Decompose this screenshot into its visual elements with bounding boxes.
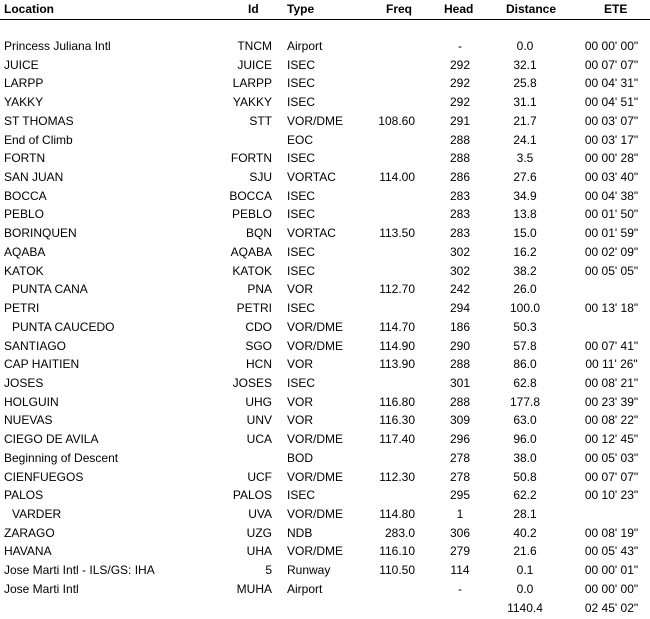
cell-heading: 302: [449, 263, 471, 278]
cell-type: VOR/DME: [287, 507, 344, 521]
table-row[interactable]: [0, 244, 650, 263]
cell-location: HAVANA: [4, 544, 52, 559]
cell-heading: 296: [449, 432, 471, 447]
cell-location: FORTN: [4, 151, 46, 166]
cell-location: BORINQUEN: [4, 226, 77, 241]
cell-ete: 00 08' 19": [584, 525, 639, 540]
cell-type: Airport: [287, 39, 323, 53]
cell-heading: 294: [449, 301, 471, 316]
cell-freq: 117.40: [379, 432, 415, 447]
cell-id: UZG: [246, 525, 272, 540]
cell-type: VOR/DME: [287, 338, 344, 353]
cell-distance: 38.2: [513, 263, 537, 278]
column-header-freq[interactable]: Freq: [386, 2, 413, 16]
table-row[interactable]: [0, 38, 650, 57]
cell-heading: 278: [449, 450, 471, 465]
cell-distance: 15.0: [513, 226, 537, 241]
cell-distance: 24.1: [513, 132, 537, 147]
cell-id: MUHA: [236, 581, 272, 596]
cell-ete: 00 04' 31": [584, 76, 639, 91]
cell-location: PUNTA CANA: [12, 282, 88, 297]
column-header-distance[interactable]: Distance: [506, 2, 557, 16]
cell-distance: 63.0: [513, 413, 537, 428]
cell-heading: 288: [449, 394, 471, 409]
cell-location: ZARAGO: [4, 525, 55, 540]
cell-id: JUICE: [237, 57, 272, 72]
cell-distance: 0.1: [516, 563, 534, 578]
total-distance: 1140.4: [507, 601, 543, 615]
cell-distance: 21.6: [513, 544, 537, 559]
cell-type: ISEC: [287, 151, 316, 166]
cell-ete: 00 07' 41": [584, 338, 639, 353]
cell-type: NDB: [287, 525, 313, 540]
cell-type: ISEC: [287, 488, 316, 503]
cell-id: UVA: [248, 507, 272, 521]
totals-row: [0, 600, 650, 619]
cell-distance: 31.1: [513, 95, 537, 110]
cell-distance: 32.1: [513, 57, 537, 72]
cell-distance: 62.2: [513, 488, 537, 503]
cell-type: VOR/DME: [287, 113, 344, 128]
cell-ete: 00 11' 26": [585, 357, 638, 372]
table-row[interactable]: [0, 319, 650, 338]
cell-distance: 27.6: [513, 170, 537, 185]
cell-ete: 00 05' 43": [584, 544, 639, 559]
cell-heading: 306: [449, 525, 471, 540]
cell-ete: 00 13' 18": [584, 301, 639, 316]
cell-location: PEBLO: [4, 207, 45, 222]
cell-id: PALOS: [232, 488, 272, 503]
cell-id: UHA: [246, 544, 272, 559]
cell-freq: 108.60: [378, 113, 415, 128]
cell-distance: 13.8: [513, 207, 537, 222]
cell-freq: 116.30: [379, 413, 415, 428]
table-row[interactable]: [0, 132, 650, 151]
cell-location: PALOS: [4, 488, 44, 503]
cell-freq: 114.00: [379, 170, 415, 185]
cell-id: HCN: [246, 357, 272, 372]
cell-type: ISEC: [287, 375, 316, 390]
column-header-id[interactable]: Id: [248, 2, 259, 16]
cell-ete: 00 04' 51": [584, 95, 639, 110]
cell-heading: 292: [449, 57, 471, 72]
cell-heading: -: [458, 39, 462, 53]
cell-distance: 177.8: [509, 394, 541, 409]
cell-id: UCF: [247, 469, 272, 484]
cell-location: SAN JUAN: [4, 170, 64, 185]
cell-type: VOR/DME: [287, 544, 344, 559]
cell-location: BOCCA: [4, 188, 47, 203]
cell-location: End of Climb: [4, 132, 73, 147]
cell-heading: 302: [449, 244, 471, 259]
table-row[interactable]: [0, 338, 650, 357]
cell-location: YAKKY: [4, 95, 44, 110]
table-header: [0, 0, 650, 20]
cell-heading: 242: [449, 282, 471, 297]
cell-id: AQABA: [230, 244, 272, 259]
cell-distance: 40.2: [513, 525, 537, 540]
table-row[interactable]: [0, 356, 650, 375]
cell-ete: 00 03' 40": [584, 170, 639, 185]
cell-distance: 0.0: [516, 581, 534, 596]
cell-type: ISEC: [287, 244, 316, 259]
cell-heading: 288: [449, 151, 471, 166]
table-row[interactable]: [0, 469, 650, 488]
cell-location: Jose Marti Intl - ILS/GS: IHA: [4, 563, 155, 578]
cell-type: ISEC: [287, 95, 316, 110]
cell-distance: 0.0: [516, 39, 534, 53]
cell-type: ISEC: [287, 188, 316, 203]
cell-ete: 00 03' 17": [584, 132, 639, 147]
table-row[interactable]: [0, 94, 650, 113]
cell-location: NUEVAS: [4, 413, 53, 428]
table-row[interactable]: [0, 562, 650, 581]
cell-freq: 113.50: [379, 226, 415, 241]
cell-location: CAP HAITIEN: [4, 357, 80, 372]
cell-freq: 112.70: [379, 282, 415, 297]
cell-freq: 114.70: [379, 319, 415, 334]
cell-id: PEBLO: [231, 207, 272, 222]
cell-id: YAKKY: [232, 95, 272, 110]
column-header-ete[interactable]: ETE: [604, 2, 628, 16]
cell-ete: 00 00' 00": [584, 581, 639, 596]
cell-location: ST THOMAS: [4, 113, 74, 128]
cell-heading: 291: [449, 113, 471, 128]
cell-distance: 25.8: [513, 76, 537, 91]
cell-distance: 100.0: [509, 301, 541, 316]
cell-heading: -: [458, 581, 462, 596]
column-header-location[interactable]: Location: [4, 2, 54, 16]
cell-type: ISEC: [287, 301, 316, 316]
cell-location: PETRI: [4, 301, 40, 316]
cell-ete: 00 08' 21": [584, 375, 639, 390]
cell-freq: 112.30: [379, 469, 415, 484]
table-row[interactable]: [0, 543, 650, 562]
table-row[interactable]: [0, 263, 650, 282]
cell-freq: 114.80: [379, 507, 415, 521]
cell-type: VOR: [287, 357, 314, 372]
cell-distance: 21.7: [513, 113, 537, 128]
cell-ete: 00 00' 01": [584, 563, 639, 578]
cell-freq: 116.10: [379, 544, 415, 559]
cell-type: ISEC: [287, 207, 316, 222]
cell-type: BOD: [287, 450, 314, 465]
cell-location: CIENFUEGOS: [4, 469, 84, 484]
cell-type: VORTAC: [287, 170, 336, 185]
cell-ete: 00 01' 50": [584, 207, 639, 222]
table-row[interactable]: [0, 57, 650, 76]
table-row[interactable]: [0, 75, 650, 94]
cell-location: SANTIAGO: [4, 338, 67, 353]
column-header-head[interactable]: Head: [444, 2, 474, 16]
cell-heading: 114: [450, 563, 470, 578]
cell-heading: 186: [449, 319, 471, 334]
cell-id: UCA: [246, 432, 272, 447]
cell-distance: 28.1: [513, 507, 537, 521]
cell-heading: 288: [449, 357, 471, 372]
cell-distance: 34.9: [513, 188, 537, 203]
table-row[interactable]: [0, 281, 650, 300]
cell-location: AQABA: [4, 244, 46, 259]
cell-location: VARDER: [12, 507, 62, 521]
table-row[interactable]: [0, 206, 650, 225]
cell-ete: 00 01' 59": [584, 226, 639, 241]
cell-location: Beginning of Descent: [4, 450, 119, 465]
cell-ete: 00 02' 09": [584, 244, 639, 259]
cell-heading: 278: [449, 469, 471, 484]
cell-ete: 00 23' 39": [584, 394, 639, 409]
table-row[interactable]: [0, 506, 650, 525]
cell-heading: 283: [449, 207, 471, 222]
cell-distance: 86.0: [513, 357, 537, 372]
table-row[interactable]: [0, 431, 650, 450]
table-row[interactable]: [0, 113, 650, 132]
column-header-type[interactable]: Type: [287, 2, 315, 16]
table-row[interactable]: [0, 225, 650, 244]
cell-location: CIEGO DE AVILA: [4, 432, 99, 447]
cell-id: CDO: [245, 319, 272, 334]
cell-id: BQN: [245, 226, 272, 241]
cell-heading: 292: [449, 76, 471, 91]
cell-id: UHG: [245, 394, 272, 409]
cell-location: JOSES: [4, 375, 44, 390]
cell-type: VOR: [287, 394, 314, 409]
cell-type: VOR/DME: [287, 469, 344, 484]
table-row[interactable]: [0, 487, 650, 506]
cell-id: JOSES: [232, 375, 272, 390]
cell-ete: 00 12' 45": [584, 432, 639, 447]
cell-ete: 00 10' 23": [584, 488, 639, 503]
table-row[interactable]: [0, 412, 650, 431]
cell-distance: 57.8: [513, 338, 537, 353]
cell-heading: 283: [449, 188, 471, 203]
cell-freq: 114.90: [379, 338, 415, 353]
cell-distance: 38.0: [513, 450, 537, 465]
table-row[interactable]: [0, 450, 650, 469]
table-row[interactable]: [0, 581, 650, 600]
cell-freq: 116.80: [379, 394, 415, 409]
cell-freq: 110.50: [379, 563, 415, 578]
cell-distance: 50.8: [513, 469, 537, 484]
cell-ete: 00 05' 05": [584, 263, 639, 278]
cell-ete: 00 00' 28": [584, 151, 639, 166]
cell-location: HOLGUIN: [4, 394, 59, 409]
cell-type: EOC: [287, 132, 314, 147]
cell-ete: 00 05' 03": [584, 450, 639, 465]
cell-id: SGO: [245, 338, 272, 353]
cell-id: FORTN: [230, 151, 272, 166]
cell-heading: 292: [449, 95, 471, 110]
cell-distance: 26.0: [513, 282, 537, 297]
cell-id: PNA: [247, 282, 272, 297]
cell-heading: 1: [456, 507, 464, 521]
cell-id: LARPP: [232, 76, 272, 91]
cell-type: Runway: [287, 563, 331, 578]
cell-location: JUICE: [4, 57, 39, 72]
cell-location: PUNTA CAUCEDO: [12, 319, 115, 334]
cell-ete: 00 03' 07": [584, 113, 639, 128]
cell-distance: 96.0: [513, 432, 537, 447]
cell-heading: 279: [449, 544, 471, 559]
cell-type: VOR/DME: [287, 432, 344, 447]
cell-type: ISEC: [287, 57, 316, 72]
table-row[interactable]: [0, 300, 650, 319]
cell-type: ISEC: [287, 263, 316, 278]
cell-location: LARPP: [4, 76, 44, 91]
cell-heading: 283: [449, 226, 471, 241]
cell-id: BOCCA: [229, 188, 272, 203]
cell-location: Princess Juliana Intl: [4, 39, 111, 53]
cell-type: VOR/DME: [287, 319, 344, 334]
table-row[interactable]: [0, 525, 650, 544]
cell-id: KATOK: [232, 263, 272, 278]
cell-id: 5: [265, 563, 272, 578]
cell-type: VORTAC: [287, 226, 336, 241]
table-row[interactable]: [0, 394, 650, 413]
cell-type: VOR: [287, 282, 314, 297]
cell-distance: 3.5: [516, 151, 534, 166]
table-row[interactable]: [0, 169, 650, 188]
cell-heading: 290: [449, 338, 471, 353]
cell-distance: 62.8: [513, 375, 537, 390]
cell-location: Jose Marti Intl: [4, 581, 79, 596]
cell-location: KATOK: [4, 263, 44, 278]
table-row[interactable]: [0, 375, 650, 394]
cell-id: PETRI: [236, 301, 272, 316]
cell-heading: 301: [449, 375, 471, 390]
cell-distance: 50.3: [513, 319, 537, 334]
cell-ete: 00 07' 07": [584, 57, 639, 72]
cell-ete: 00 07' 07": [584, 469, 639, 484]
table-row[interactable]: [0, 188, 650, 207]
cell-id: STT: [249, 113, 272, 128]
cell-distance: 16.2: [513, 244, 537, 259]
cell-ete: 00 04' 38": [584, 188, 639, 203]
cell-heading: 309: [449, 413, 471, 428]
cell-ete: 00 00' 00": [584, 39, 639, 53]
cell-heading: 295: [449, 488, 471, 503]
cell-type: VOR: [287, 413, 314, 428]
cell-heading: 286: [449, 170, 471, 185]
total-ete: 02 45' 02": [584, 601, 639, 615]
cell-type: ISEC: [287, 76, 316, 91]
cell-freq: 113.90: [379, 357, 415, 372]
table-row[interactable]: [0, 150, 650, 169]
cell-id: UNV: [246, 413, 272, 428]
cell-id: SJU: [249, 170, 272, 185]
cell-type: Airport: [287, 581, 323, 596]
cell-id: TNCM: [237, 39, 272, 53]
cell-freq: 283.0: [384, 525, 415, 540]
cell-heading: 288: [449, 132, 471, 147]
cell-ete: 00 08' 22": [584, 413, 639, 428]
